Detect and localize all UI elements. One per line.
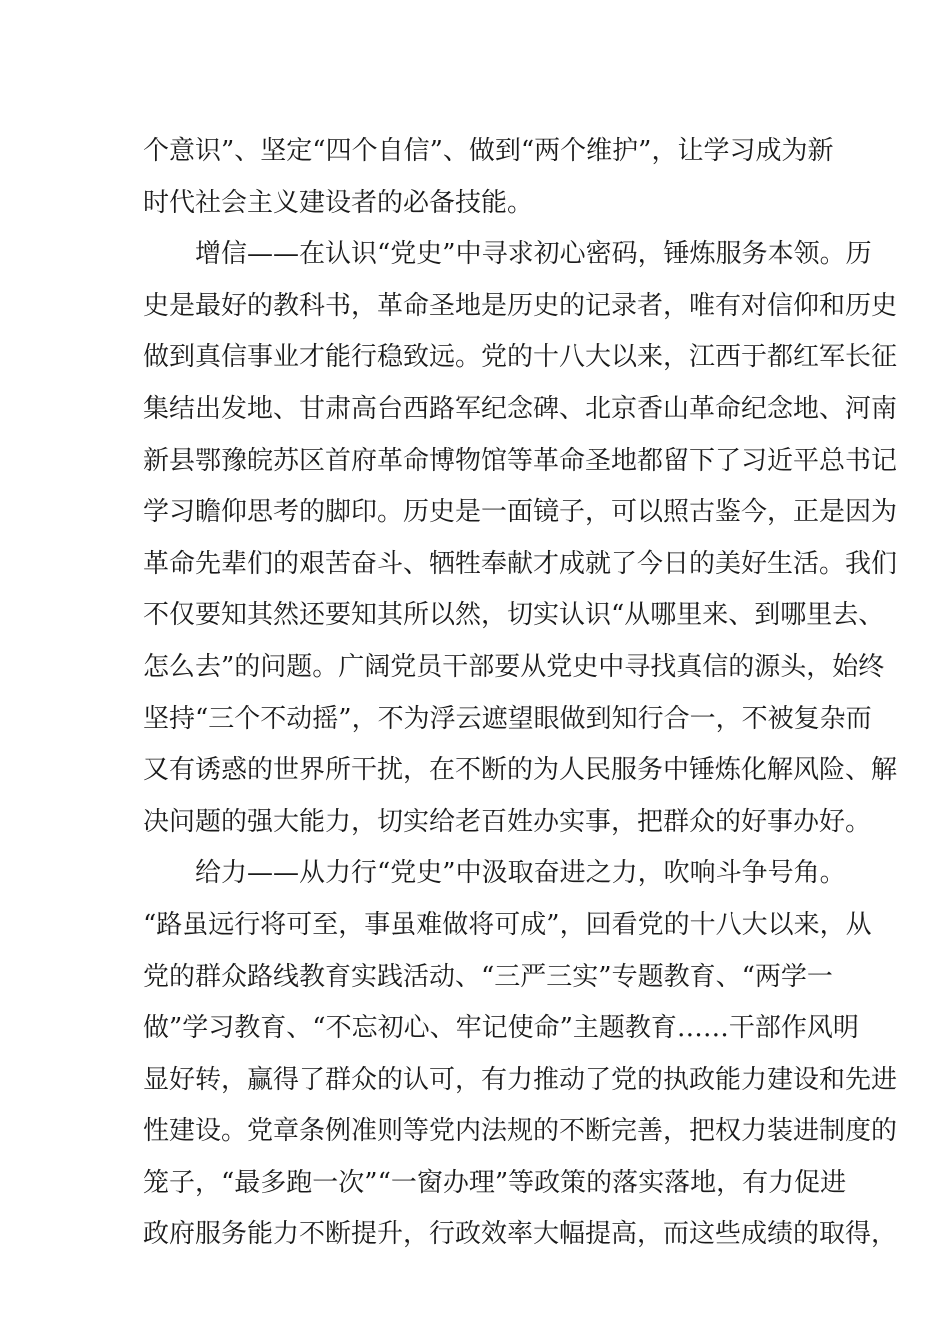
paragraph-3: [143, 848, 898, 1261]
text-line: 坚持“三个不动摇”，不为浮云遮望眼做到知行合一，不被复杂而: [143, 703, 872, 734]
text-line: 做”学习教育、“不忘初心、牢记使命”主题教育……干部作风明: [143, 1013, 859, 1044]
text-line: 时代社会主义建设者的必备技能。: [143, 187, 534, 218]
text-line: 新县鄂豫皖苏区首府革命博物馆等革命圣地都留下了习近平总书记: [143, 445, 898, 476]
text-line: 做到真信事业才能行稳致远。党的十八大以来，江西于都红军长征: [143, 342, 898, 373]
text-line: 显好转，赢得了群众的认可，有力推动了党的执政能力建设和先进: [143, 1064, 898, 1095]
text-line: 性建设。党章条例准则等党内法规的不断完善，把权力装进制度的: [143, 1116, 898, 1147]
paragraph-1: [143, 126, 834, 229]
text-line: 党的群众路线教育实践活动、“三严三实”专题教育、“两学一: [143, 961, 833, 992]
text-line: 给力——从力行“党史”中汲取奋进之力，吹响斗争号角。: [143, 858, 846, 889]
text-line: 怎么去”的问题。广阔党员干部要从党史中寻找真信的源头，始终: [143, 651, 885, 682]
text-line: 个意识”、坚定“四个自信”、做到“两个维护”，让学习成为新: [143, 136, 834, 166]
text-line: 政府服务能力不断提升，行政效率大幅提高，而这些成绩的取得，: [143, 1219, 898, 1250]
text-line: 决问题的强大能力，切实给老百姓办实事，把群众的好事办好。: [143, 806, 872, 837]
text-line: 革命先辈们的艰苦奋斗、牺牲奉献才成就了今日的美好生活。我们: [143, 548, 898, 579]
text-line: “路虽远行将可至，事虽难做将可成”，回看党的十八大以来，从: [143, 909, 872, 940]
text-line: 学习瞻仰思考的脚印。历史是一面镜子，可以照古鉴今，正是因为: [143, 497, 898, 528]
text-line: 增信——在认识“党史”中寻求初心密码，锤炼服务本领。历: [143, 239, 872, 270]
text-line: 集结出发地、甘肃高台西路军纪念碑、北京香山革命纪念地、河南: [143, 393, 898, 424]
text-line: 又有诱惑的世界所干扰，在不断的为人民服务中锤炼化解风险、解: [143, 755, 898, 786]
text-line: 史是最好的教科书，革命圣地是历史的记录者，唯有对信仰和历史: [143, 290, 898, 321]
document-body: [143, 126, 898, 1261]
paragraph-2: [143, 229, 898, 848]
text-line: 不仅要知其然还要知其所以然，切实认识“从哪里来、到哪里去、: [143, 600, 885, 631]
text-line: 笼子，“最多跑一次”“一窗办理”等政策的落实落地，有力促进: [143, 1167, 847, 1198]
